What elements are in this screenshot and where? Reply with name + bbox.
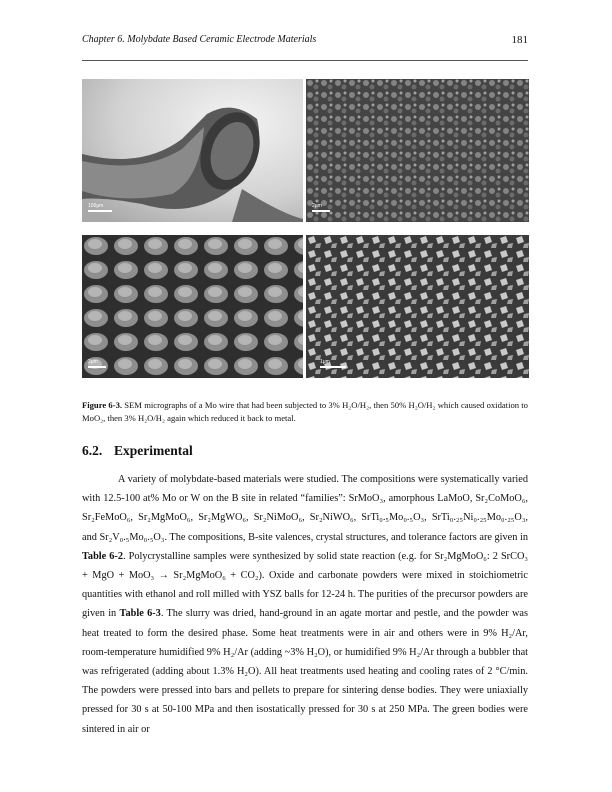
page-header (82, 34, 528, 52)
sem-image-oxide-surface (306, 79, 529, 222)
section-title: Experimental (114, 443, 193, 458)
scale-bar-c: 2μm (88, 359, 106, 368)
sem-image-crystallites (306, 235, 529, 378)
figure-caption (82, 399, 528, 425)
table-ref-6-2: Table 6-2 (82, 550, 123, 562)
scale-bar-d: 1μm (320, 359, 346, 368)
section-heading (82, 443, 193, 459)
sem-image-wire (82, 79, 303, 222)
figure-label: Figure 6-3. (82, 400, 123, 410)
body-paragraph (82, 470, 528, 739)
body-text-2: . Polycrystalline samples were synthesized by solid state reaction (e.g. for Sr₂MgMoO₆: 2 SrCO₃ + MgO + MoO₃ → Sr₂MgMoO₆ + CO₂). Oxide and carbonate powders were mixed in stoichiometric quantities with ethanol and roll milled with YSZ balls for 12-24 h. The purities of the precursor powders are given in (82, 550, 528, 620)
table-ref-6-3: Table 6-3 (119, 608, 161, 620)
scale-bar-b: 2μm (312, 203, 330, 212)
section-number: 6.2. (82, 443, 103, 458)
page-number: 181 (511, 34, 528, 46)
sem-image-nodules (82, 235, 303, 378)
chapter-title: Chapter 6. Molybdate Based Ceramic Electrode Materials (82, 34, 317, 45)
figure-caption-text: SEM micrographs of a Mo wire that had been subjected to 3% H₂O/H₂, then 50% H₂O/H₂ which caused oxidation to MoO₂, then 3% H₂O/H₂ again which reduced it back to metal. (82, 400, 528, 423)
scale-bar-a: 100μm (88, 203, 112, 212)
header-rule (82, 60, 528, 61)
body-text-3: . The slurry was dried, hand-ground in an agate mortar and pestle, and the powder was heat treated to form the desired phase. Some heat treatments were in air and others were in 9% H₂/Ar, room-temperature humidified 9% H₂/Ar (adding ~3% H₂O), or humidified 9% H₂/Ar through a bubbler that was refrigerated (adding about 1.3% H₂O). All heat treatments used heating and cooling rates of 2 °C/min. The powders were pressed into bars and pellets to prepare for sintering dense bodies. They were uniaxially pressed for 30 s at 50-100 MPa and then isostatically pressed for 30 s at 250 MPa. The green bodies were sintered in air or (82, 608, 529, 735)
body-text-1: A variety of molybdate-based materials were studied. The compositions were systematically varied with 12.5-100 at% Mo or W on the B site in related “families”: SrMoO₃, amorphous LaMoO, Sr₂CoMoO₆, Sr₂FeMoO₆, Sr₂MgMoO₆, Sr₂MgWO₆, Sr₂NiMoO₆, Sr₂NiWO₆, SrTi₀.₅Mo₀.₅O₃, SrTi₀.₂₅Ni₀.₂₅Mo₀.₂₅O₃, and Sr₂V₀.₅Mo₀.₅O₃. The compositions, B-site valences, crystal structures, and tolerance factors are given in (82, 474, 528, 543)
